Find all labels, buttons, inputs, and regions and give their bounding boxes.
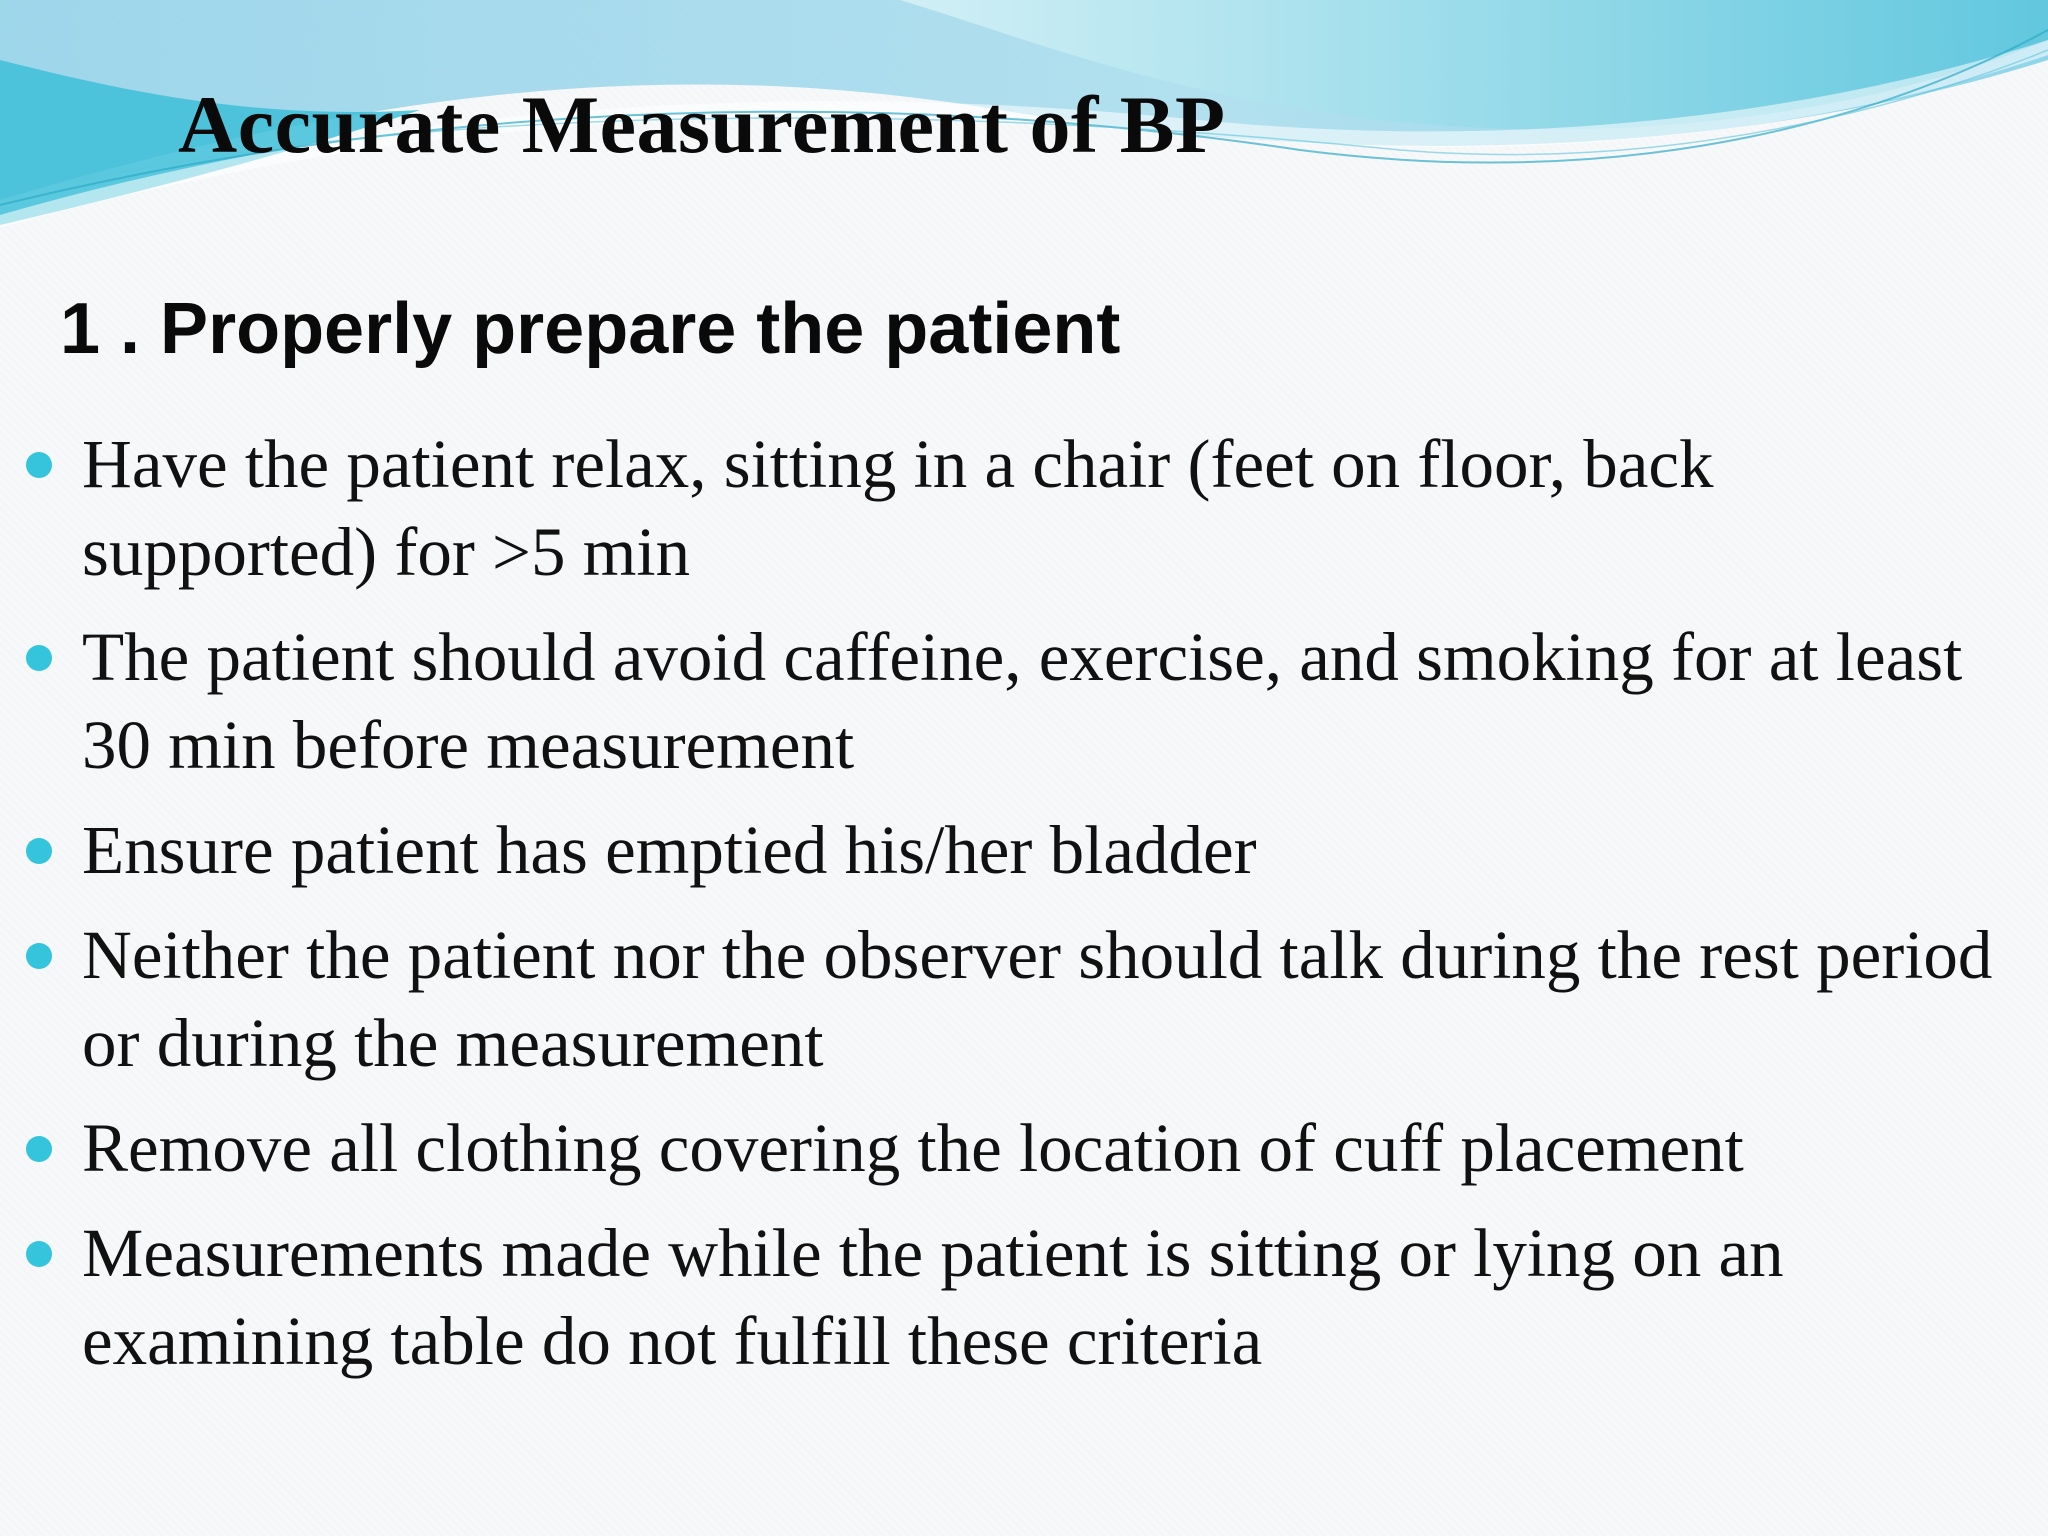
bullet-item [0,420,2048,596]
bullet-text: Neither the patient nor the observer should talk during the rest period or during the measurement [82,917,1993,1081]
bullet-dot-icon [26,838,52,864]
bullet-text: Ensure patient has emptied his/her bladder [82,812,1257,888]
bullet-item [0,1104,2048,1192]
bullet-text: Have the patient relax, sitting in a chair (feet on floor, back supported) for >5 min [82,426,1714,590]
bullet-item [0,911,2048,1087]
bullet-text: Measurements made while the patient is sitting or lying on an examining table do not fulfill these criteria [82,1215,1784,1379]
bullet-dot-icon [26,1136,52,1162]
bullet-dot-icon [26,645,52,671]
bullet-list [0,420,2048,1402]
bullet-item [0,1209,2048,1385]
bullet-dot-icon [26,943,52,969]
bullet-text: Remove all clothing covering the location of cuff placement [82,1110,1744,1186]
bullet-dot-icon [26,452,52,478]
bullet-item [0,613,2048,789]
bullet-text: The patient should avoid caffeine, exercise, and smoking for at least 30 min before measurement [82,619,1963,783]
section-heading: 1 . Properly prepare the patient [60,289,1121,369]
bullet-item [0,806,2048,894]
bullet-dot-icon [26,1241,52,1267]
slide-title: Accurate Measurement of BP [178,79,1226,170]
